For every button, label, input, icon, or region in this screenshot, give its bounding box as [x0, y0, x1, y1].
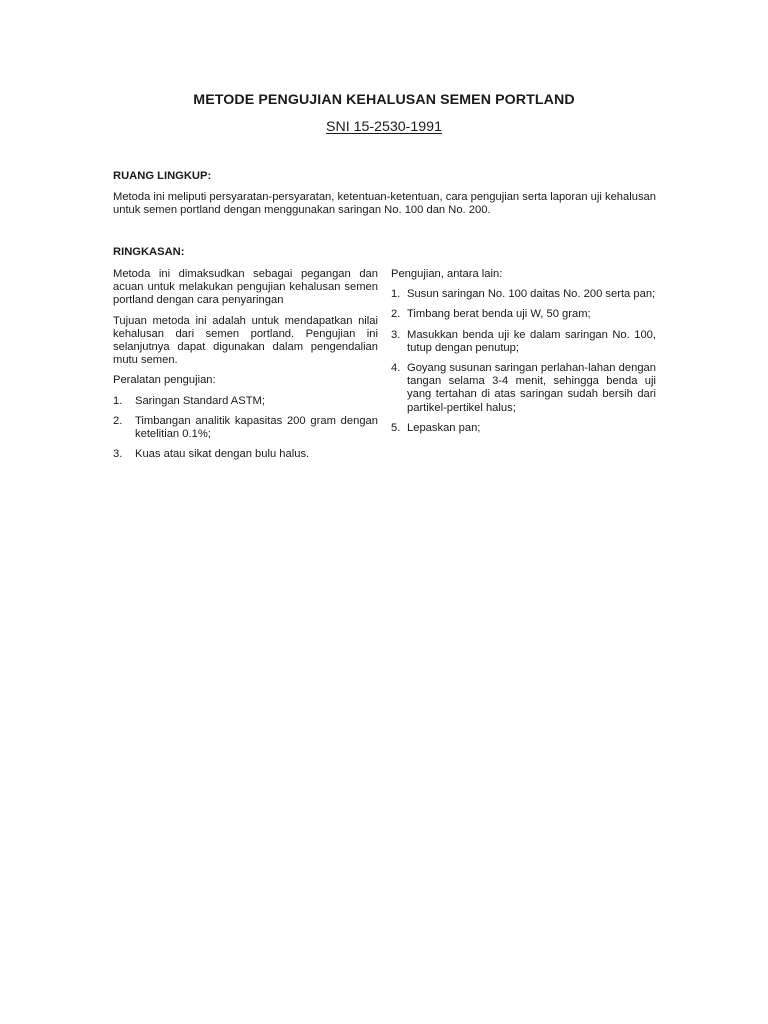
pengujian-step-text: Susun saringan No. 100 daitas No. 200 serta pan;: [407, 288, 656, 301]
pengujian-step-text: Timbang berat benda uji W, 50 gram;: [407, 308, 591, 321]
pengujian-step-number: 2.: [391, 308, 401, 321]
ringkasan-paragraph-2: Tujuan metoda ini adalah untuk mendapatkan nilai kehalusan dari semen portland. Pengujian ini selanjutnya dapat digunakan dalam pengendalian mutu semen.: [113, 314, 378, 367]
ruang-lingkup-text: Metoda ini meliputi persyaratan-persyaratan, ketentuan-ketentuan, cara pengujian serta laporan uji kehalusan untuk semen portland dengan menggunakan saringan No. 100 dan No. 200.: [113, 191, 656, 217]
pengujian-intro: Pengujian, antara lain:: [391, 268, 503, 280]
pengujian-step: [391, 329, 656, 355]
pengujian-step-text: Goyang susunan saringan perlahan-lahan dengan tangan selama 3-4 menit, sehingga benda uji yang tertahan di atas saringan sudah bersih dari partikel-pertikel halus;: [407, 362, 656, 414]
ringkasan-heading: RINGKASAN:: [113, 246, 185, 258]
pengujian-step-number: 5.: [391, 421, 401, 434]
pengujian-step-number: 3.: [391, 328, 401, 341]
ringkasan-right-column: [391, 268, 656, 442]
peralatan-item-number: 1.: [113, 394, 123, 407]
peralatan-item: [113, 415, 378, 441]
peralatan-list: [113, 395, 378, 462]
peralatan-item-text: Timbangan analitik kapasitas 200 gram dengan ketelitian 0.1%;: [135, 414, 378, 441]
peralatan-item-number: 3.: [113, 448, 123, 461]
ruang-lingkup-heading: RUANG LINGKUP:: [113, 170, 212, 182]
peralatan-item: [113, 448, 378, 461]
peralatan-item: [113, 395, 378, 408]
peralatan-item-number: 2.: [113, 414, 123, 427]
pengujian-step: [391, 308, 656, 321]
pengujian-step-text: Lepaskan pan;: [407, 421, 481, 434]
pengujian-step-number: 4.: [391, 362, 401, 375]
ringkasan-left-column: [113, 268, 378, 468]
pengujian-step-number: 1.: [391, 288, 401, 301]
standard-number-text: SNI 15-2530-1991: [326, 119, 442, 135]
peralatan-item-text: Saringan Standard ASTM;: [135, 394, 265, 407]
pengujian-step-text: Masukkan benda uji ke dalam saringan No. 100, tutup dengan penutup;: [407, 328, 656, 354]
document-title: METODE PENGUJIAN KEHALUSAN SEMEN PORTLAND: [193, 92, 575, 108]
pengujian-step: [391, 288, 656, 301]
pengujian-step: [391, 362, 656, 415]
pengujian-step: [391, 422, 656, 435]
ringkasan-paragraph-1: Metoda ini dimaksudkan sebagai pegangan dan acuan untuk melakukan pengujian kehalusan semen portland dengan cara penyaringan: [113, 268, 378, 307]
peralatan-item-text: Kuas atau sikat dengan bulu halus.: [135, 448, 310, 461]
standard-number: [0, 119, 768, 135]
peralatan-label: Peralatan pengujian:: [113, 374, 216, 387]
pengujian-list: [391, 288, 656, 435]
